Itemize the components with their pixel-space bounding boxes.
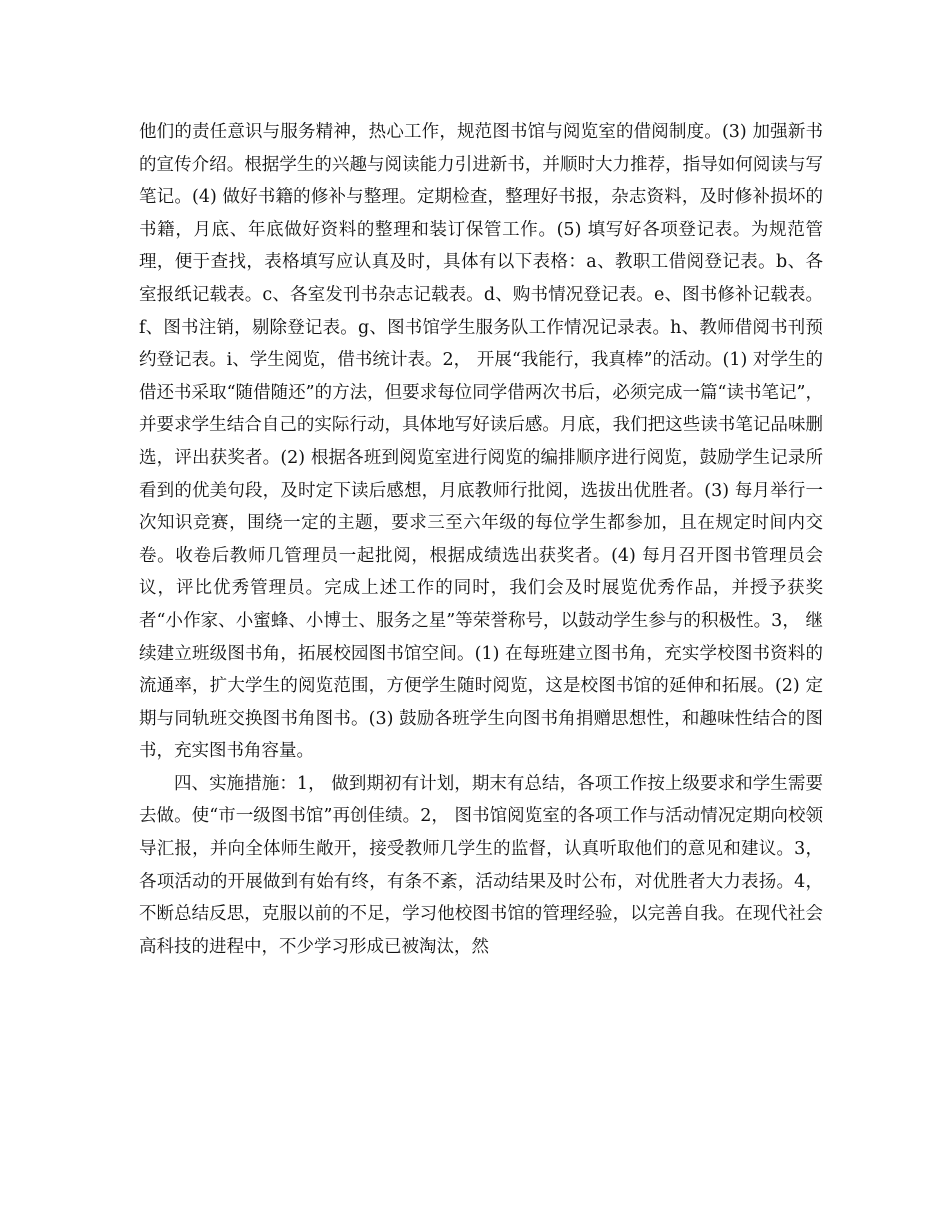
paragraph-2: 四、实施措施：1， 做到期初有计划，期末有总结，各项工作按上级要求和学生需要去做。使“市一级图书馆”再创佳绩。2， 图书馆阅览室的各项工作与活动情况定期向校领导汇报，并向全体师生敞开，接受教师几学生的监督，认真听取他们的意见和建议。3， 各项活动的开展做到有始有终，有条不紊，活动结果及时公布，对优胜者大力表扬。4， 不断总结反思，克服以前的不足，学习他校图书馆的管理经验，以完善自我。在现代社会高科技的进程中，不少学习形成已被淘汰，然: [139, 773, 823, 957]
paragraph-1: 他们的责任意识与服务精神，热心工作，规范图书馆与阅览室的借阅制度。(3) 加强新书的宣传介绍。根据学生的兴趣与阅读能力引进新书，并顺时大力推荐，指导如何阅读与写笔记。(4) 做好书籍的修补与整理。定期检查，整理好书报，杂志资料，及时修补损坏的书籍，月底、年底做好资料的整理和装订保管工作。(5) 填写好各项登记表。为规范管理，便于查找，表格填写应认真及时，具体有以下表格：a、教职工借阅登记表。b、各室报纸记载表。c、各室发刊书杂志记载表。d、购书情况登记表。e、图书修补记载表。f、图书注销，剔除登记表。g、图书馆学生服务队工作情况记录表。h、教师借阅书刊预约登记表。i、学生阅览，借书统计表。2， 开展“我能行，我真棒”的活动。(1) 对学生的借还书采取“随借随还”的方法，但要求每位同学借两次书后，必须完成一篇“读书笔记”，并要求学生结合自己的实际行动，具体地写好读后感。月底，我们把这些读书笔记品味删选，评出获奖者。(2) 根据各班到阅览室进行阅览的编排顺序进行阅览，鼓励学生记录所看到的优美句段，及时定下读后感想，月底教师行批阅，选拔出优胜者。(3) 每月举行一次知识竞赛，围绕一定的主题，要求三至六年级的每位学生都参加，且在规定时间内交卷。收卷后教师几管理员一起批阅，根据成绩选出获奖者。(4) 每月召开图书管理员会议，评比优秀管理员。完成上述工作的同时，我们会及时展览优秀作品，并授予获奖者“小作家、小蜜蜂、小博士、服务之星”等荣誉称号，以鼓动学生参与的积极性。3， 继续建立班级图书角，拓展校园图书馆空间。(1) 在每班建立图书角，充实学校图书资料的流通率，扩大学生的阅览范围，方便学生随时阅览，这是校图书馆的延伸和拓展。(2) 定期与同轨班交换图书角图书。(3) 鼓励各班学生向图书角捐赠思想性，和趣味性结合的图书，充实图书角容量。: [139, 122, 823, 762]
document-body: [139, 116, 823, 963]
